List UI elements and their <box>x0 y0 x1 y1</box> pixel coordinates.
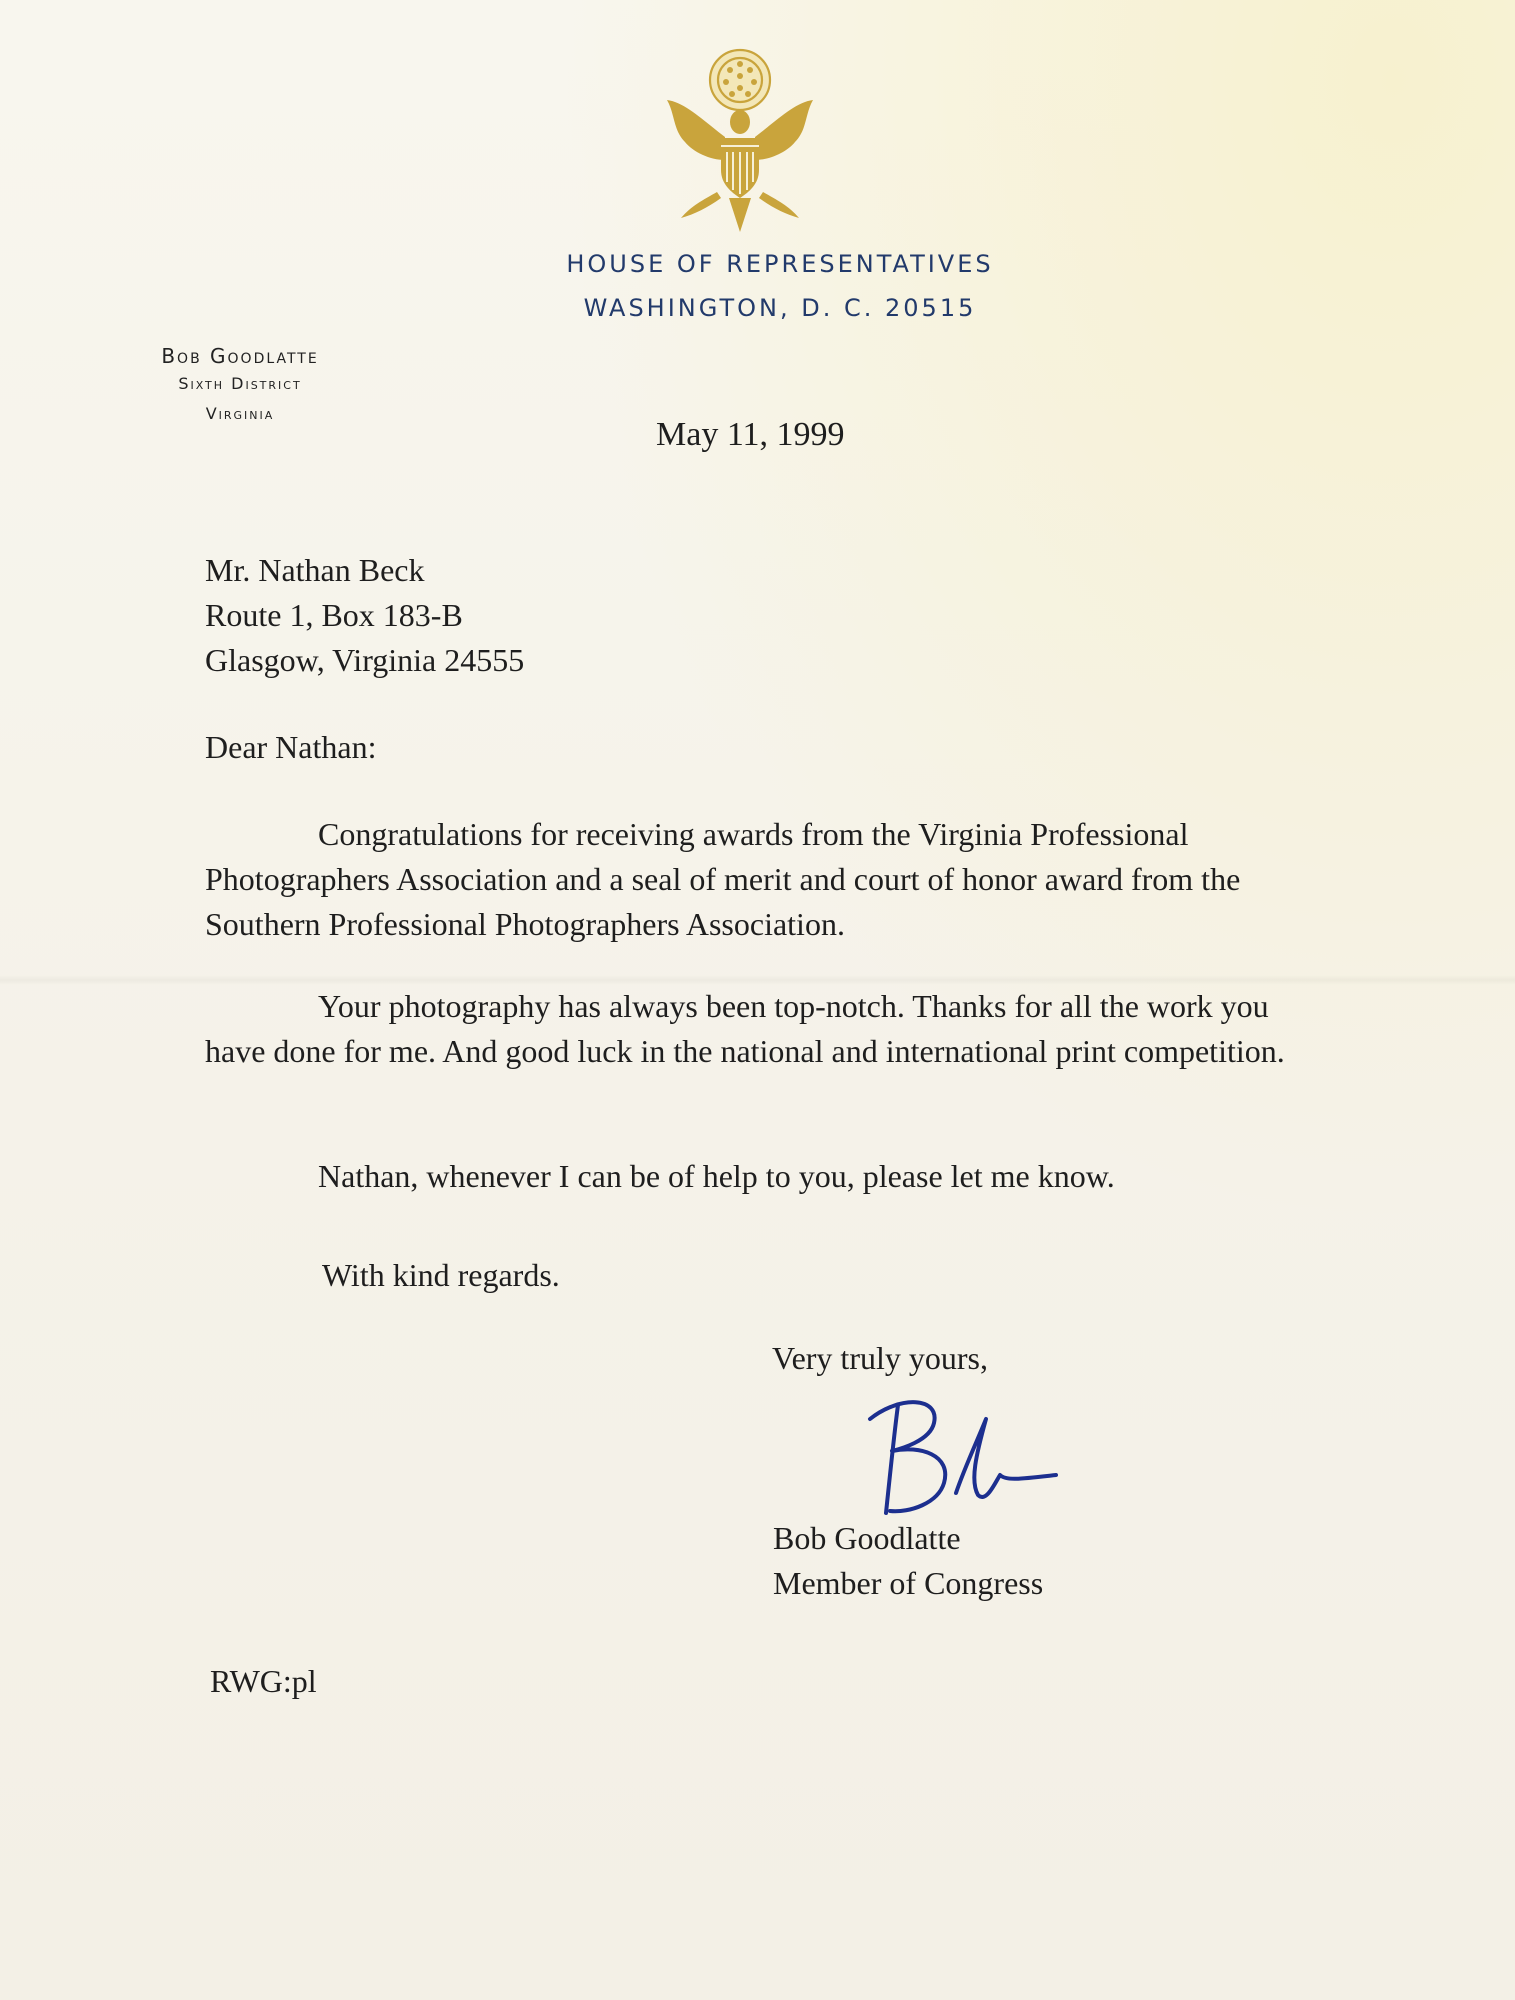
letterhead-office: HOUSE OF REPRESENTATIVES <box>566 250 994 278</box>
letterhead-member-name: Bob Goodlatte <box>161 344 319 368</box>
great-seal-eagle-icon <box>655 42 825 252</box>
letter-date: May 11, 1999 <box>656 416 845 453</box>
recipient-street: Route 1, Box 183-B <box>205 597 463 633</box>
recipient-name: Mr. Nathan Beck <box>205 552 425 588</box>
closing: Very truly yours, <box>772 1340 988 1376</box>
salutation: Dear Nathan: <box>205 729 377 765</box>
body-paragraph: Congratulations for receiving awards from the Virginia Professional Photographers Association and a seal of merit and court of honor award from the Southern Professional Photographers Association. <box>205 816 1241 942</box>
letterhead-member-district: Sixth District <box>178 374 302 393</box>
handwritten-signature-icon <box>860 1385 1080 1525</box>
signer-name: Bob Goodlatte <box>773 1520 961 1556</box>
reference-initials: RWG:pl <box>210 1663 317 1699</box>
recipient-city: Glasgow, Virginia 24555 <box>205 642 525 678</box>
body-paragraph: Your photography has always been top-notch. Thanks for all the work you have done for me. And good luck in the national and international print competition. <box>205 988 1285 1069</box>
body-paragraph: Nathan, whenever I can be of help to you, please let me know. <box>318 1158 1115 1194</box>
letterhead-city: WASHINGTON, D. C. 20515 <box>583 294 977 322</box>
letterhead-member-state: Virginia <box>205 404 275 423</box>
signer-title: Member of Congress <box>773 1565 1044 1601</box>
regards-line: With kind regards. <box>322 1257 560 1293</box>
